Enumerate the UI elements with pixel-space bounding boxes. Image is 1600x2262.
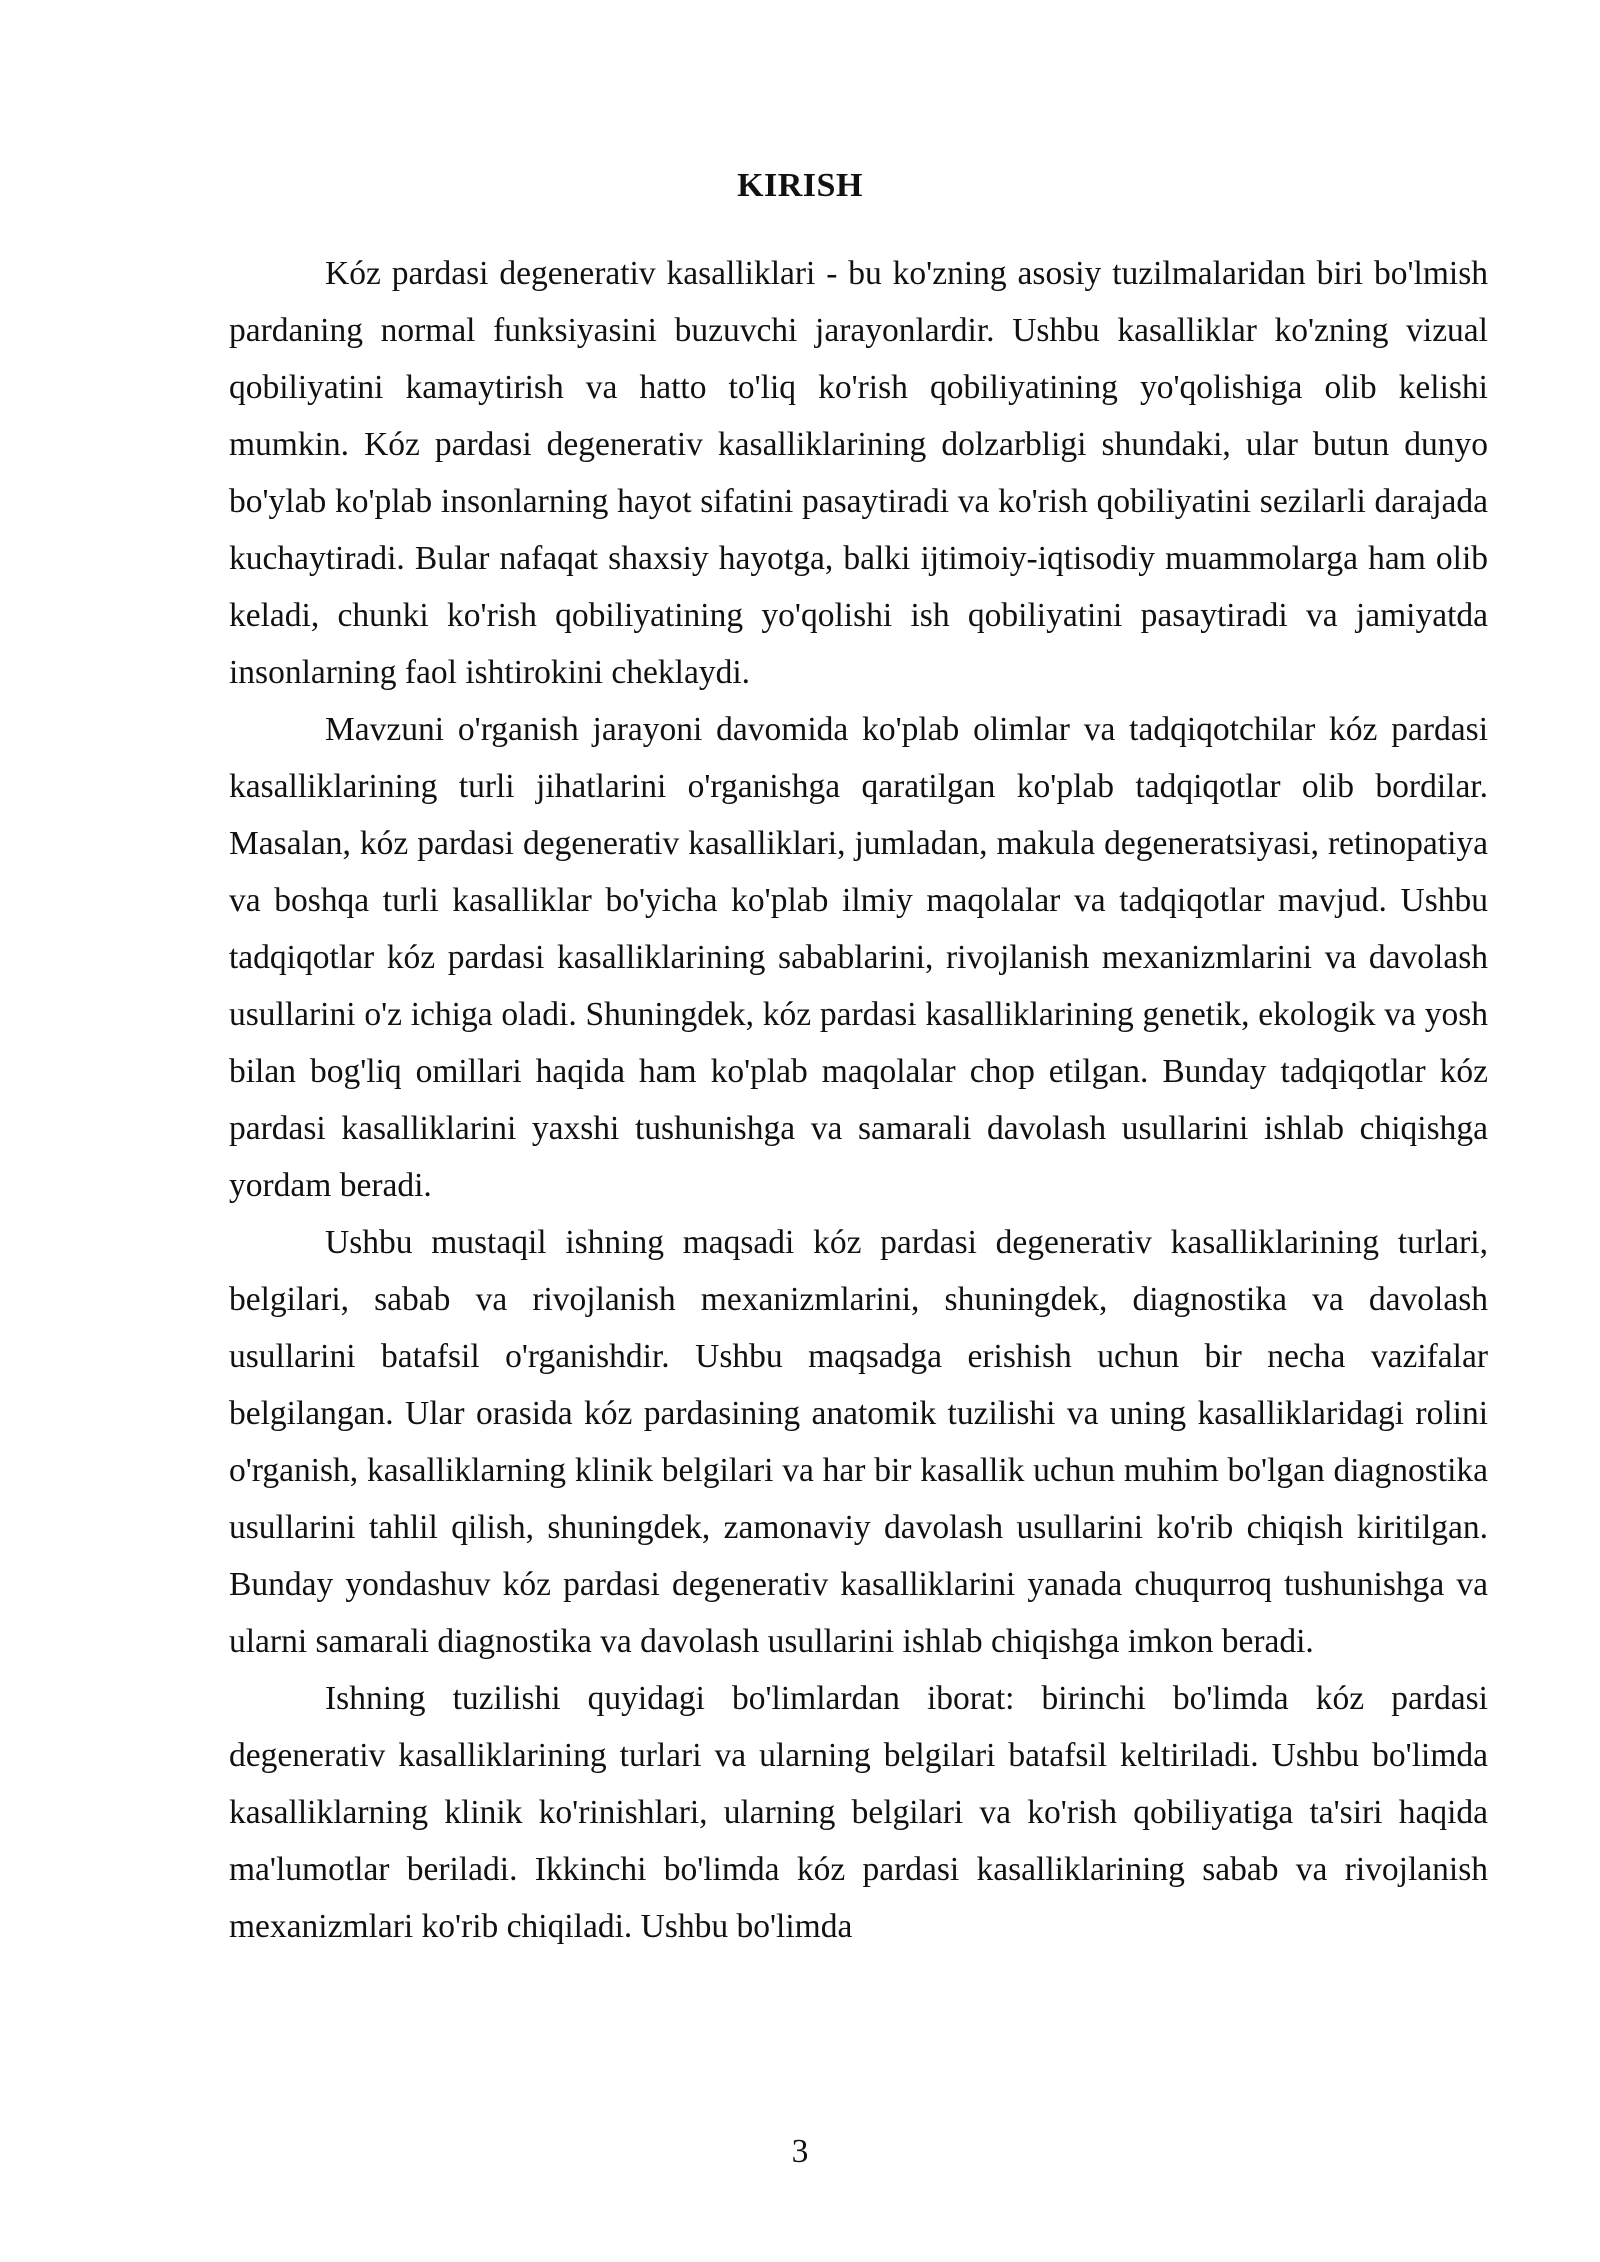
page-number: 3 xyxy=(791,2133,809,2170)
body-text xyxy=(229,245,1488,1955)
paragraph-4: Ishning tuzilishi quyidagi bo'limlardan iborat: birinchi bo'limda kóz pardasi degenerativ kasalliklarining turlari va ularning belgilari batafsil keltiriladi. Ushbu bo'limda kasalliklarning klinik ko'rinishlari, ularning belgilari va ko'rish qobiliyatiga ta'siri haqida ma'lumotlar beriladi. Ikkinchi bo'limda kóz pardasi kasalliklarining sabab va rivojlanish mexanizmlari ko'rib chiqiladi. Ushbu bo'limda xyxy=(229,1680,1488,1945)
paragraph-2: Mavzuni o'rganish jarayoni davomida ko'plab olimlar va tadqiqotchilar kóz pardasi kasalliklarining turli jihatlarini o'rganishga qaratilgan ko'plab tadqiqotlar olib bordilar. Masalan, kóz pardasi degenerativ kasalliklari, jumladan, makula degeneratsiyasi, retinopatiya va boshqa turli kasalliklar bo'yicha ko'plab ilmiy maqolalar va tadqiqotlar mavjud. Ushbu tadqiqotlar kóz pardasi kasalliklarining sabablarini, rivojlanish mexanizmlarini va davolash usullarini o'z ichiga oladi. Shuningdek, kóz pardasi kasalliklarining genetik, ekologik va yosh bilan bog'liq omillari haqida ham ko'plab maqolalar chop etilgan. Bunday tadqiqotlar kóz pardasi kasalliklarini yaxshi tushunishga va samarali davolash usullarini ishlab chiqishga yordam beradi. xyxy=(229,711,1488,1204)
paragraph-1: Kóz pardasi degenerativ kasalliklari - bu ko'zning asosiy tuzilmalaridan biri bo'lmish pardaning normal funksiyasini buzuvchi jarayonlardir. Ushbu kasalliklar ko'zning vizual qobiliyatini kamaytirish va hatto to'liq ko'rish qobiliyatining yo'qolishiga olib kelishi mumkin. Kóz pardasi degenerativ kasalliklarining dolzarbligi shundaki, ular butun dunyo bo'ylab ko'plab insonlarning hayot sifatini pasaytiradi va ko'rish qobiliyatini sezilarli darajada kuchaytiradi. Bular nafaqat shaxsiy hayotga, balki ijtimoiy-iqtisodiy muammolarga ham olib keladi, chunki ko'rish qobiliyatining yo'qolishi ish qobiliyatini pasaytiradi va jamiyatda insonlarning faol ishtirokini cheklaydi. xyxy=(229,255,1488,691)
page-title: KIRISH xyxy=(737,167,863,204)
paragraph-3: Ushbu mustaqil ishning maqsadi kóz pardasi degenerativ kasalliklarining turlari, belgilari, sabab va rivojlanish mexanizmlarini, shuningdek, diagnostika va davolash usullarini batafsil o'rganishdir. Ushbu maqsadga erishish uchun bir necha vazifalar belgilangan. Ular orasida kóz pardasining anatomik tuzilishi va uning kasalliklaridagi rolini o'rganish, kasalliklarning klinik belgilari va har bir kasallik uchun muhim bo'lgan diagnostika usullarini tahlil qilish, shuningdek, zamonaviy davolash usullarini ko'rib chiqish kiritilgan. Bunday yondashuv kóz pardasi degenerativ kasalliklarini yanada chuqurroq tushunishga va ularni samarali diagnostika va davolash usullarini ishlab chiqishga imkon beradi. xyxy=(229,1224,1488,1660)
